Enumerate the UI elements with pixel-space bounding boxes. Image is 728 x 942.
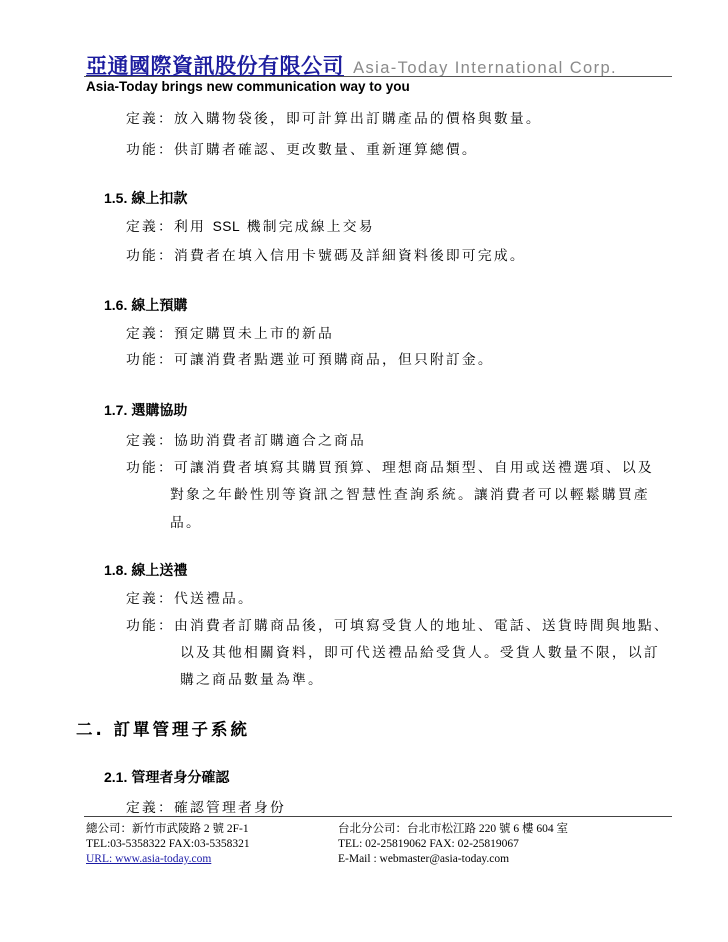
definition-line: 定義：預定購買未上市的新品	[126, 326, 334, 342]
definition-text: 機制完成線上交易	[246, 219, 375, 235]
header-rule	[84, 76, 672, 77]
definition-line: 定義：協助消費者訂購適合之商品	[126, 433, 366, 449]
footer-taipei	[338, 822, 568, 867]
section-heading-1-6	[104, 295, 187, 315]
function-line-continued: 以及其他相關資料，即可代送禮品給受貨人。受貨人數量不限，以訂	[180, 645, 660, 661]
section-number: 1.7.	[104, 402, 128, 418]
email-address: E-Mail : webmaster@asia-today.com	[338, 853, 510, 865]
section-title: 線上預購	[131, 298, 188, 314]
section-title: 線上扣款	[131, 191, 188, 207]
section-heading-1-7	[104, 400, 187, 420]
chapter-heading: 二. 訂單管理子系統	[76, 720, 251, 739]
function-line: 功能：可讓消費者點選並可預購商品，但只附訂金。	[126, 352, 494, 368]
function-line: 功能：可讓消費者填寫其購買預算、理想商品類型、自用或送禮選項、以及	[126, 460, 654, 476]
function-line: 功能：供訂購者確認、更改數量、重新運算總價。	[126, 142, 478, 158]
definition-line: 定義：確認管理者身份	[126, 800, 286, 816]
section-heading-1-8	[104, 560, 187, 580]
section-number: 1.8.	[104, 562, 128, 578]
ssl-term: SSL	[212, 219, 241, 234]
function-line-continued: 品。	[170, 515, 202, 531]
footer-hq	[86, 822, 250, 867]
company-name-cn: 亞通國際資訊股份有限公司	[86, 54, 344, 78]
definition-line: 定義：代送禮品。	[126, 591, 254, 607]
section-number: 2.1.	[104, 769, 128, 785]
hq-address: 總公司：新竹市武陵路 2 號 2F-1	[86, 823, 249, 835]
section-number: 1.6.	[104, 297, 128, 313]
function-line-continued: 對象之年齡性別等資訊之智慧性查詢系統。讓消費者可以輕鬆購買產	[170, 487, 650, 503]
company-slogan: Asia-Today brings new communication way to you	[86, 79, 410, 94]
function-line: 功能：消費者在填入信用卡號碼及詳細資料後即可完成。	[126, 248, 526, 264]
definition-text: 定義：利用	[126, 219, 206, 235]
taipei-address: 台北分公司：台北市松江路 220 號 6 樓 604 室	[338, 823, 568, 835]
section-heading-1-5	[104, 188, 187, 208]
taipei-phone-fax: TEL: 02-25819062 FAX: 02-25819067	[338, 838, 519, 850]
section-title: 線上送禮	[131, 563, 188, 579]
definition-line: 定義：放入購物袋後，即可計算出訂購產品的價格與數量。	[126, 111, 542, 127]
website-link[interactable]: URL: www.asia-today.com	[86, 853, 212, 865]
hq-phone-fax: TEL:03-5358322 FAX:03-5358321	[86, 838, 250, 850]
footer-rule	[84, 816, 672, 817]
section-number: 1.5.	[104, 190, 128, 206]
website-link-wrap	[86, 852, 250, 867]
section-heading-2-1	[104, 767, 229, 787]
function-line-continued: 購之商品數量為準。	[180, 672, 324, 688]
section-title: 管理者身分確認	[131, 770, 230, 786]
company-name-en: Asia-Today International Corp.	[353, 59, 618, 77]
definition-line	[126, 215, 375, 235]
function-line: 功能：由消費者訂購商品後，可填寫受貨人的地址、電話、送貨時間與地點、	[126, 618, 670, 634]
section-title: 選購協助	[131, 403, 188, 419]
